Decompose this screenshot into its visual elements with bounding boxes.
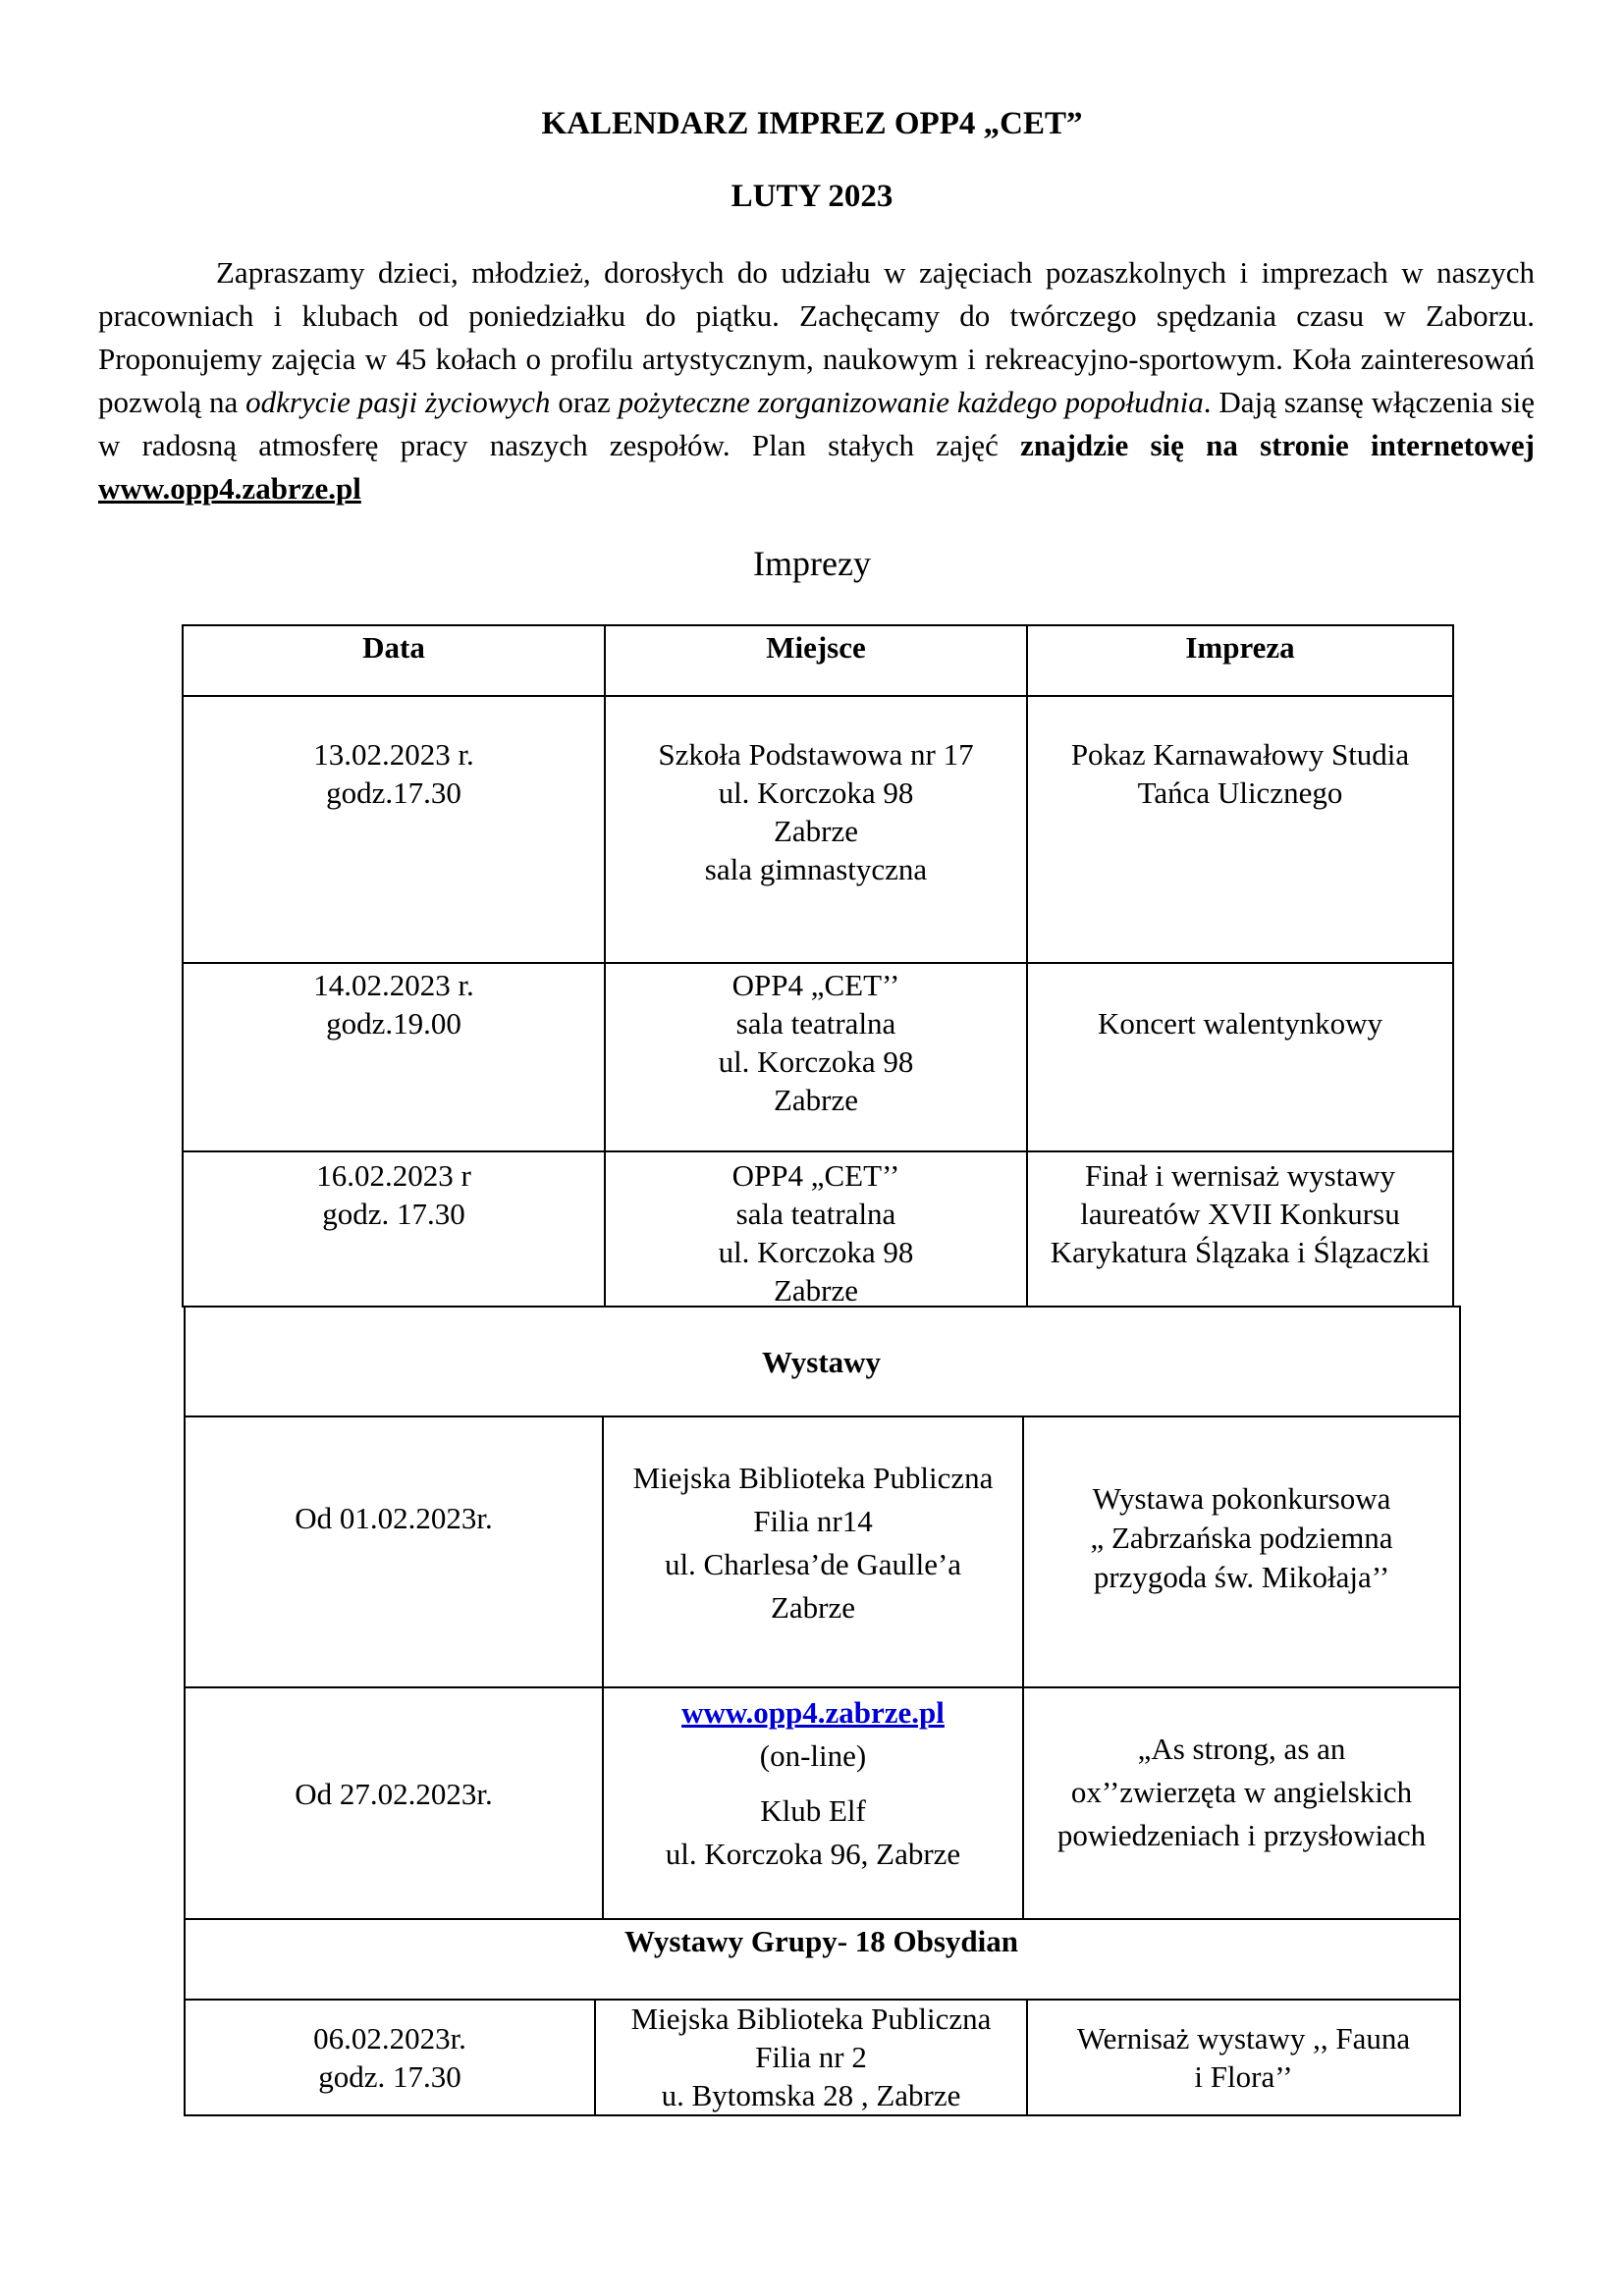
- group-row-date: 06.02.2023r. godz. 17.30: [313, 2021, 466, 2094]
- page-subtitle-month: LUTY 2023: [731, 179, 893, 214]
- intro-text-2: . Dają szansę włączenia się w radosną atmosferę pracy naszych zespołów. Plan stałych zajęć: [98, 385, 1535, 462]
- group-section-title: Wystawy Grupy- 18 Obsydian: [623, 1924, 1019, 1958]
- exhibitions-section-title: Wystawy: [761, 1345, 882, 1379]
- events-section-title: Imprezy: [753, 544, 871, 583]
- intro-text-1: Zapraszamy dzieci, młodzież, dorosłych do udziału w zajęciach pozaszkolnych i imprezach w naszych pracowniach i klubach od poniedziałku do piątku. Zachęcamy do twórczego spędzania czasu w Zaborzu. Proponujemy zajęcia w 45 kołach o profilu artystycznym, naukowym i rekreacyjno-sportowym. Koła zainteresowań pozwolą na: [98, 255, 1535, 419]
- intro-bold: znajdzie się na stronie internetowej: [1020, 428, 1535, 462]
- column-header-date: Data: [362, 630, 425, 665]
- group-row-event: Wernisaż wystawy ,, Fauna i Flora’’: [1076, 2021, 1411, 2094]
- table-row-2-event: Koncert walentynkowy: [1097, 1006, 1383, 1041]
- table-row-2-place: OPP4 „CET’’ sala teatralna ul. Korczoka 98 Zabrze: [718, 968, 914, 1117]
- column-header-event: Impreza: [1185, 630, 1295, 665]
- intro-paragraph: [98, 251, 1535, 510]
- table-row-3-event: Finał i wernisaż wystawy laureatów XVII Konkursu Karykatura Ślązaka i Ślązaczki: [1050, 1158, 1431, 1269]
- page-title: KALENDARZ IMPREZ OPP4 „CET”: [541, 106, 1083, 141]
- exhibition-website-link[interactable]: www.opp4.zabrze.pl: [681, 1695, 945, 1730]
- intro-italic-1: odkrycie pasji życiowych: [245, 385, 551, 419]
- exhibition-row-2-date: Od 27.02.2023r.: [295, 1777, 493, 1811]
- table-row-3-place: OPP4 „CET’’ sala teatralna ul. Korczoka 98 Zabrze: [718, 1158, 914, 1308]
- group-row-place: Miejska Biblioteka Publiczna Filia nr 2 u. Bytomska 28 , Zabrze: [630, 2002, 992, 2112]
- exhibition-row-1-date: Od 01.02.2023r.: [295, 1501, 493, 1535]
- exhibition-row-1-event: Wystawa pokonkursowa „ Zabrzańska podziemna przygoda św. Mikołaja’’: [1090, 1481, 1393, 1594]
- column-header-place: Miejsce: [766, 630, 866, 665]
- intro-italic-2: pożyteczne zorganizowanie każdego popołudnia: [618, 385, 1204, 419]
- intro-website-link[interactable]: www.opp4.zabrze.pl: [98, 471, 361, 506]
- table-row-2-date: 14.02.2023 r. godz.19.00: [313, 968, 474, 1041]
- table-row-1-place: Szkoła Podstawowa nr 17 ul. Korczoka 98 Zabrze sala gimnastyczna: [658, 737, 974, 886]
- table-row-1-event: Pokaz Karnawałowy Studia Tańca Ulicznego: [1070, 737, 1410, 810]
- table-row-3-date: 16.02.2023 r godz. 17.30: [316, 1158, 471, 1231]
- intro-text-mid: oraz: [558, 385, 611, 419]
- table-row-1-date: 13.02.2023 r. godz.17.30: [313, 737, 474, 810]
- exhibition-row-1-place: Miejska Biblioteka Publiczna Filia nr14 ul. Charlesa’de Gaulle’a Zabrze: [632, 1461, 994, 1625]
- exhibition-row-2-event: „As strong, as an ox’’zwierzęta w angielskich powiedzeniach i przysłowiach: [1056, 1732, 1427, 1852]
- exhibition-row-2-place: www.opp4.zabrze.pl (on-line) Klub Elf ul. Korczoka 96, Zabrze: [604, 1691, 1022, 1876]
